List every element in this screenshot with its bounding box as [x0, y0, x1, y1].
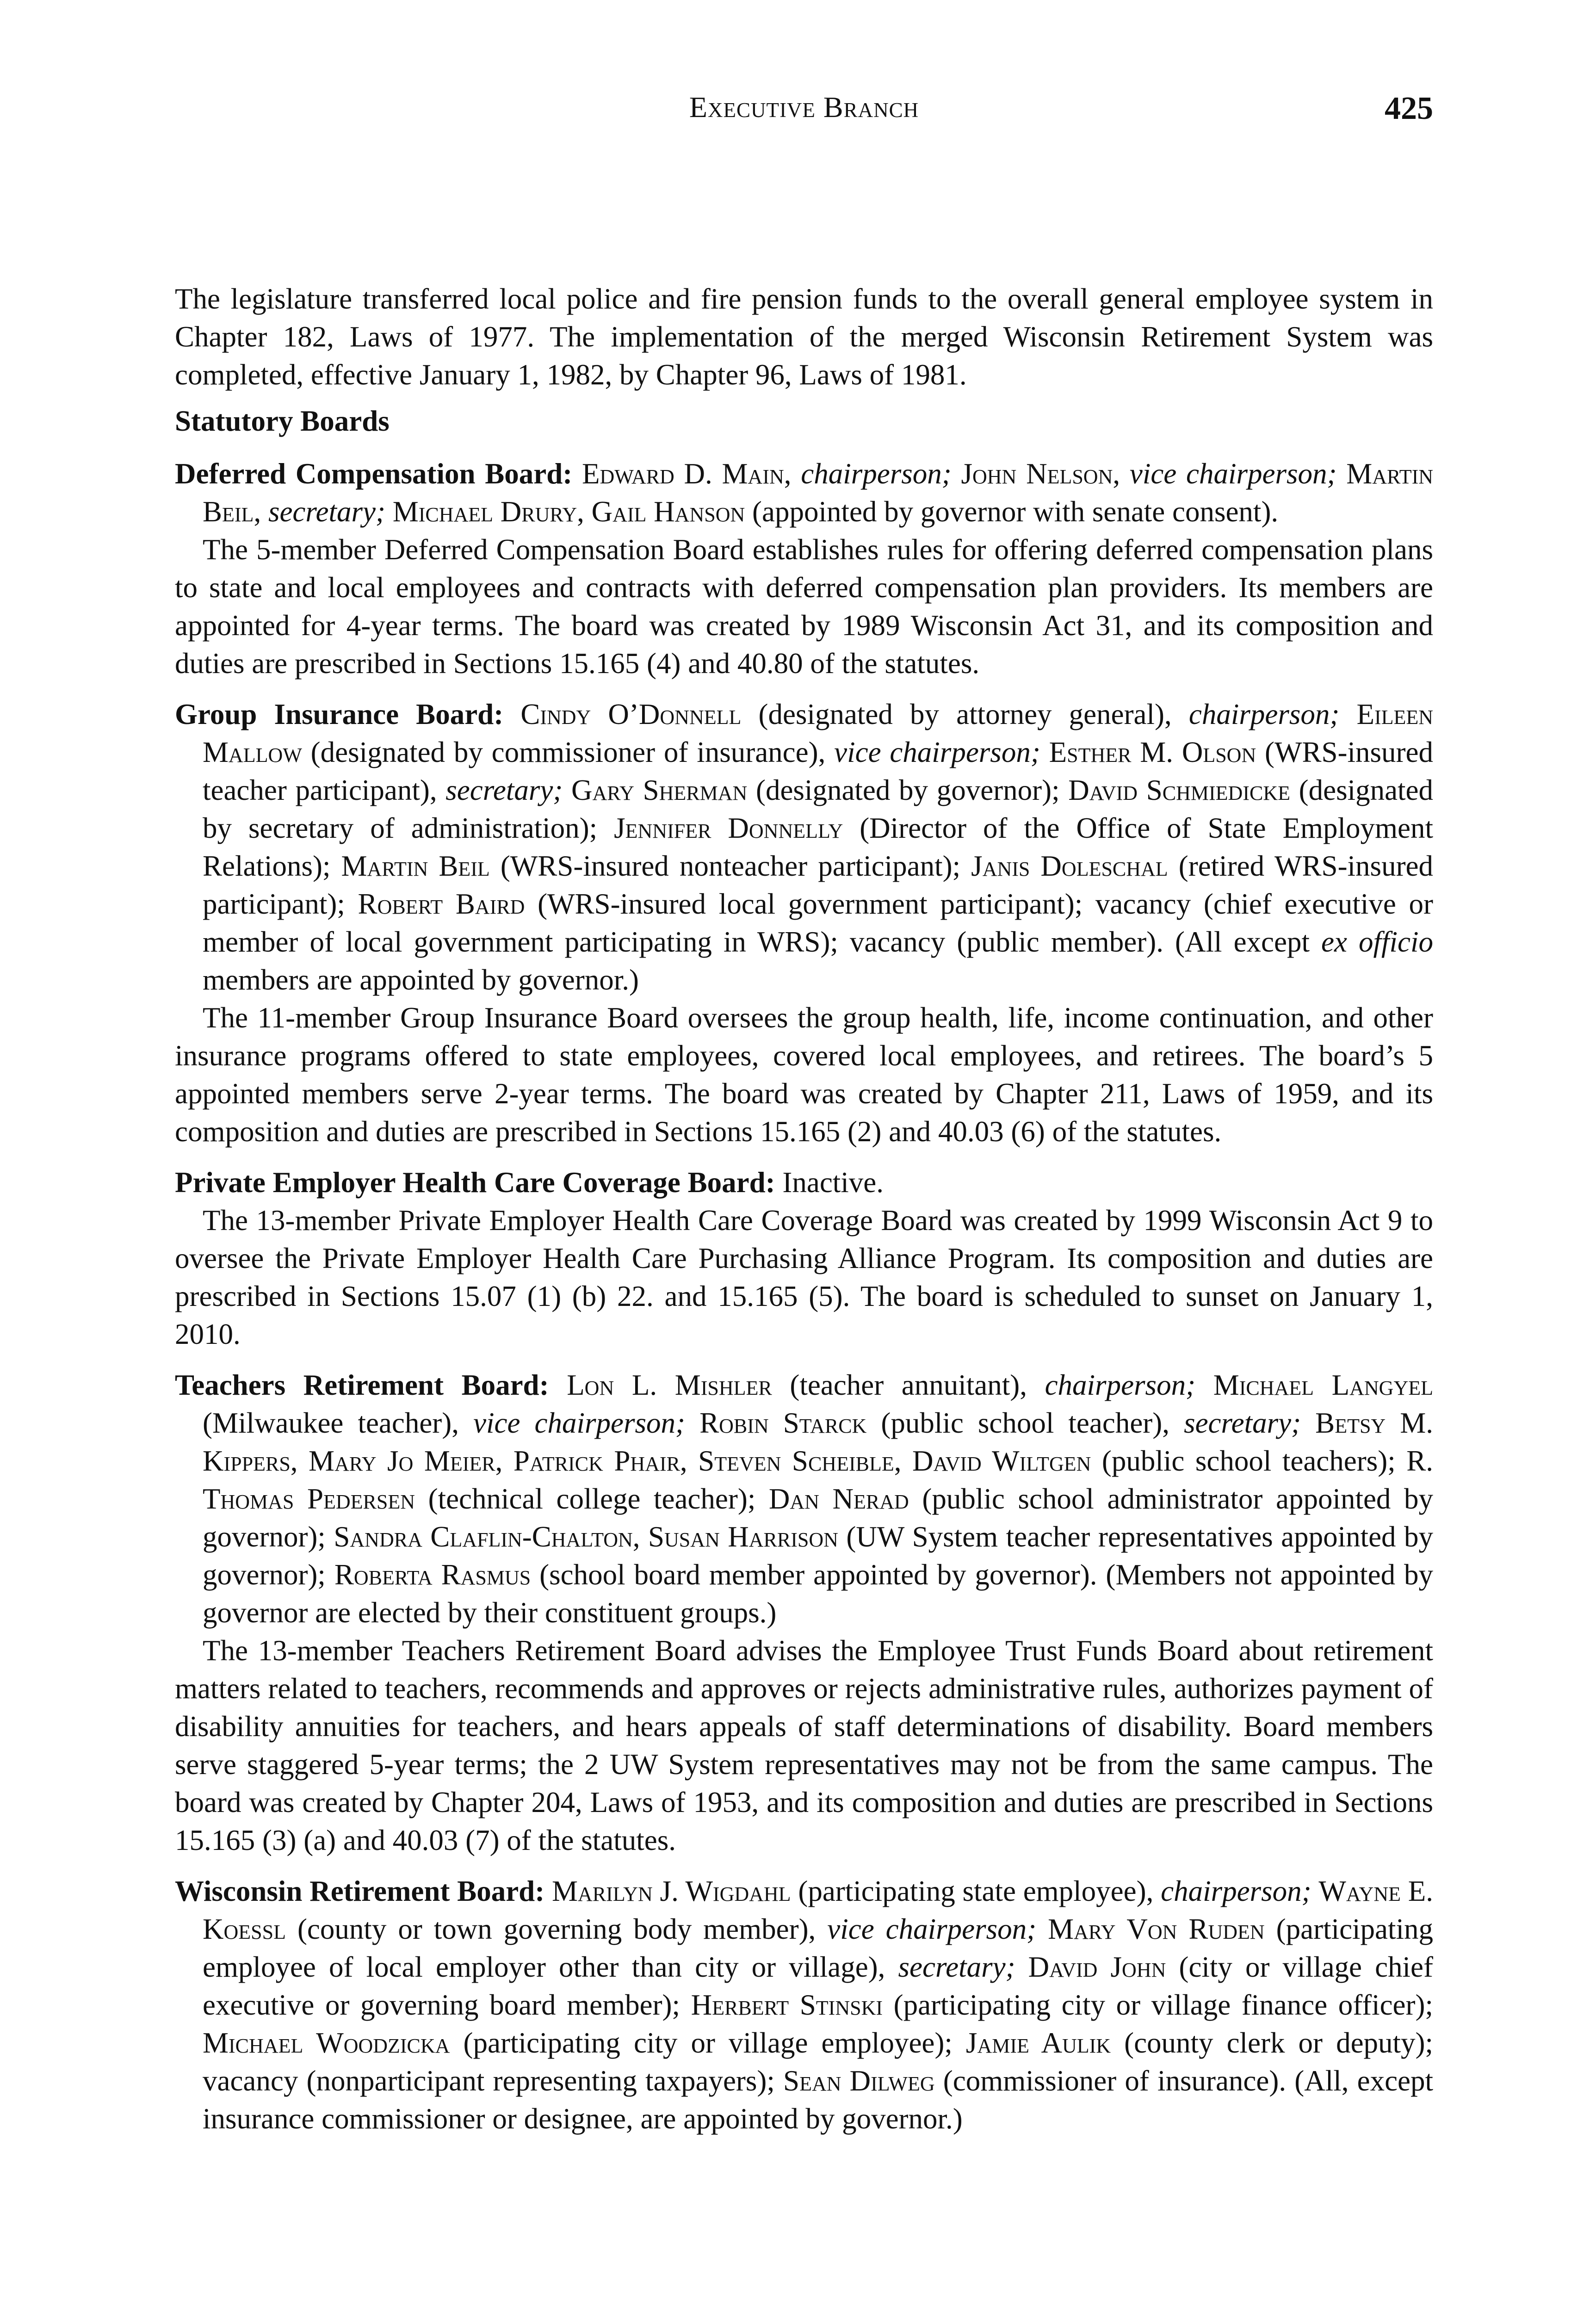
member-name: Esther M. Olson: [1049, 736, 1256, 768]
member-text: [563, 774, 571, 806]
body-text: [175, 280, 1433, 2138]
member-text: (technical college teacher);: [415, 1483, 769, 1515]
board-entry: [175, 1872, 1433, 2138]
board-name: Group Insurance Board:: [175, 698, 504, 730]
member-text: (designated by secretary of administration);: [203, 774, 1434, 844]
member-name: Michael Woodzicka: [203, 2027, 450, 2059]
running-header: [175, 90, 1433, 141]
member-role: secretary;: [268, 495, 385, 528]
board-members-paragraph: [175, 1872, 1433, 2138]
member-role: secretary;: [1184, 1407, 1301, 1439]
member-text: members are appointed by governor.): [203, 964, 639, 996]
board-description: The 5-member Deferred Compensation Board establishes rules for offering deferred compensation plans to state and local employees and contracts with deferred compensation plan providers. Its members are appointed for 4-year terms. The board was created by 1989 Wisconsin Act 31, and its composition and duties are prescribed in Sections 15.165 (4) and 40.80 of the statutes.: [175, 533, 1433, 680]
member-text: [1040, 736, 1049, 768]
member-text: (designated by attorney general),: [741, 698, 1189, 730]
member-text: ,: [254, 495, 268, 528]
member-text: (county or town governing body member),: [285, 1913, 828, 1945]
member-role: vice chairperson;: [473, 1407, 685, 1439]
member-text: ,: [1113, 458, 1130, 490]
board-entry: [175, 1163, 1433, 1353]
running-head-title: Executive Branch: [689, 91, 919, 124]
member-name: Sean Dilweg: [783, 2065, 935, 2097]
board-description: The 11-member Group Insurance Board oversees the group health, life, income continuation, and other insurance programs offered to state employees, covered local employees, and retirees. The board’s 5 appointed members serve 2-year terms. The board was created by Chapter 211, Laws of 1959, and its composition and duties are prescribed in Sections 15.165 (2) and 40.03 (6) of the statutes.: [175, 1002, 1433, 1148]
member-role: ex officio: [1321, 926, 1433, 958]
member-name: Jennifer Donnelly: [614, 812, 843, 844]
member-text: (participating state employee),: [791, 1875, 1161, 1907]
member-name: Robert Baird: [358, 888, 525, 920]
member-text: [1301, 1407, 1315, 1439]
member-name: Robin Starck: [699, 1407, 867, 1439]
member-name: Wayne E. Koessl: [203, 1875, 1433, 1945]
member-text: (Director of the Office of State Employment Relations);: [203, 812, 1433, 882]
board-entry: [175, 695, 1433, 1150]
member-name: Gary Sherman: [571, 774, 748, 806]
document-page: [175, 90, 1433, 2151]
member-name: Marilyn J. Wigdahl: [551, 1875, 791, 1907]
member-text: (WRS-insured local government participant); vacancy (chief executive or member of local government participating in WRS); vacancy (public member). (All except: [203, 888, 1433, 958]
member-name: Mary Von Ruden: [1048, 1913, 1265, 1945]
member-name: John Nelson: [961, 458, 1113, 490]
member-name: Roberta Rasmus: [334, 1558, 531, 1591]
member-role: chairperson;: [801, 458, 952, 490]
board-entry: [175, 455, 1433, 682]
member-text: (public school administrator appointed by governor);: [203, 1483, 1433, 1553]
member-text: ,: [784, 458, 801, 490]
page-number: 425: [1385, 91, 1433, 126]
member-role: chairperson;: [1188, 698, 1340, 730]
board-members-paragraph: [175, 455, 1433, 531]
member-name: Sandra Claflin-Chalton, Susan Harrison: [334, 1521, 838, 1553]
member-text: [1036, 1913, 1048, 1945]
member-role: vice chairperson;: [827, 1913, 1037, 1945]
member-name: Janis Doleschal: [971, 850, 1168, 882]
member-name: Martin Beil: [341, 850, 490, 882]
member-text: (county clerk or deputy); vacancy (nonparticipant representing taxpayers);: [203, 2027, 1434, 2097]
member-role: secretary;: [445, 774, 563, 806]
member-text: (WRS-insured nonteacher participant);: [489, 850, 971, 882]
board-description: The 13-member Teachers Retirement Board advises the Employee Trust Funds Board about retirement matters related to teachers, recommends and approves or rejects administrative rules, authorizes payment of disability annuities for teachers, and hears appeals of staff determinations of disability. Board members serve staggered 5-year terms; the 2 UW System representatives may not be from the same campus. The board was created by Chapter 204, Laws of 1953, and its composition and duties are prescribed in Sections 15.165 (3) (a) and 40.03 (7) of the statutes.: [175, 1634, 1433, 1856]
member-text: (UW System teacher representatives appointed by governor);: [203, 1521, 1434, 1591]
board-entry: [175, 1366, 1433, 1859]
member-text: (retired WRS-insured participant);: [203, 850, 1434, 920]
member-text: (participating employee of local employer other than city or village),: [203, 1913, 1434, 1983]
board-name: Deferred Compensation Board:: [175, 458, 573, 490]
member-text: (public school teachers);: [1091, 1445, 1407, 1477]
member-text: (commissioner of insurance). (All, except insurance commissioner or designee, are appointed by governor.): [203, 2065, 1433, 2135]
member-text: (public school teacher),: [866, 1407, 1184, 1439]
member-text: (participating city or village finance officer);: [883, 1989, 1433, 2021]
member-name: Herbert Stinski: [691, 1989, 883, 2021]
member-text: [1195, 1369, 1213, 1401]
member-text: (designated by commissioner of insurance),: [302, 736, 835, 768]
intro-paragraph: The legislature transferred local police and fire pension funds to the overall general employee system in Chapter 182, Laws of 1977. The implementation of the merged Wisconsin Retirement System was completed, effective January 1, 1982, by Chapter 96, Laws of 1981.: [175, 283, 1433, 391]
member-text: Inactive.: [775, 1166, 884, 1199]
member-role: chairperson;: [1045, 1369, 1196, 1401]
member-name: Betsy M. Kippers, Mary Jo Meier, Patrick Phair, Steven Scheible, David Wiltgen: [203, 1407, 1434, 1477]
member-text: [1336, 458, 1346, 490]
member-name: Edward D. Main: [581, 458, 784, 490]
member-name: Gail Hanson: [591, 495, 745, 528]
member-text: (teacher annuitant),: [772, 1369, 1045, 1401]
member-role: secretary;: [898, 1951, 1015, 1983]
member-text: [685, 1407, 699, 1439]
member-text: ,: [577, 495, 592, 528]
member-text: [1311, 1875, 1319, 1907]
board-name: Private Employer Health Care Coverage Board:: [175, 1166, 775, 1199]
member-name: Michael Drury: [392, 495, 577, 528]
member-text: [1015, 1951, 1028, 1983]
member-text: (Milwaukee teacher),: [203, 1407, 474, 1439]
board-list: [175, 455, 1433, 2138]
member-role: chairperson;: [1161, 1875, 1311, 1907]
member-name: Jamie Aulik: [965, 2027, 1111, 2059]
member-name: R. Thomas Pedersen: [203, 1445, 1433, 1515]
member-name: David Schmiedicke: [1068, 774, 1290, 806]
member-text: (WRS-insured teacher participant),: [203, 736, 1433, 806]
board-members-paragraph: [175, 1366, 1433, 1632]
board-members-paragraph: [175, 1163, 1433, 1201]
board-name: Wisconsin Retirement Board:: [175, 1875, 545, 1907]
member-name: Cindy O’Donnell: [520, 698, 742, 730]
member-name: Dan Nerad: [768, 1483, 909, 1515]
member-name: David John: [1028, 1951, 1166, 1983]
member-name: Michael Langyel: [1213, 1369, 1433, 1401]
member-text: (participating city or village employee);: [450, 2027, 966, 2059]
member-text: [1339, 698, 1356, 730]
board-name: Teachers Retirement Board:: [175, 1369, 549, 1401]
member-text: [385, 495, 393, 528]
member-text: (designated by governor);: [747, 774, 1069, 806]
member-role: vice chairperson;: [1129, 458, 1337, 490]
member-text: (appointed by governor with senate consent).: [745, 495, 1279, 528]
member-text: (city or village chief executive or governing board member);: [203, 1951, 1433, 2021]
section-heading: Statutory Boards: [175, 405, 390, 437]
member-text: [952, 458, 961, 490]
board-description: The 13-member Private Employer Health Care Coverage Board was created by 1999 Wisconsin Act 9 to oversee the Private Employer Health Care Purchasing Alliance Program. Its composition and duties are prescribed in Sections 15.07 (1) (b) 22. and 15.165 (5). The board is scheduled to sunset on January 1, 2010.: [175, 1204, 1433, 1350]
board-members-paragraph: [175, 695, 1433, 999]
member-name: Lon L. Mishler: [567, 1369, 772, 1401]
member-text: (school board member appointed by governor). (Members not appointed by governor are elected by their constituent groups.): [203, 1558, 1433, 1629]
member-role: vice chairperson;: [834, 736, 1040, 768]
member-name: Martin Beil: [203, 458, 1434, 528]
member-name: Eileen Mallow: [203, 698, 1434, 768]
